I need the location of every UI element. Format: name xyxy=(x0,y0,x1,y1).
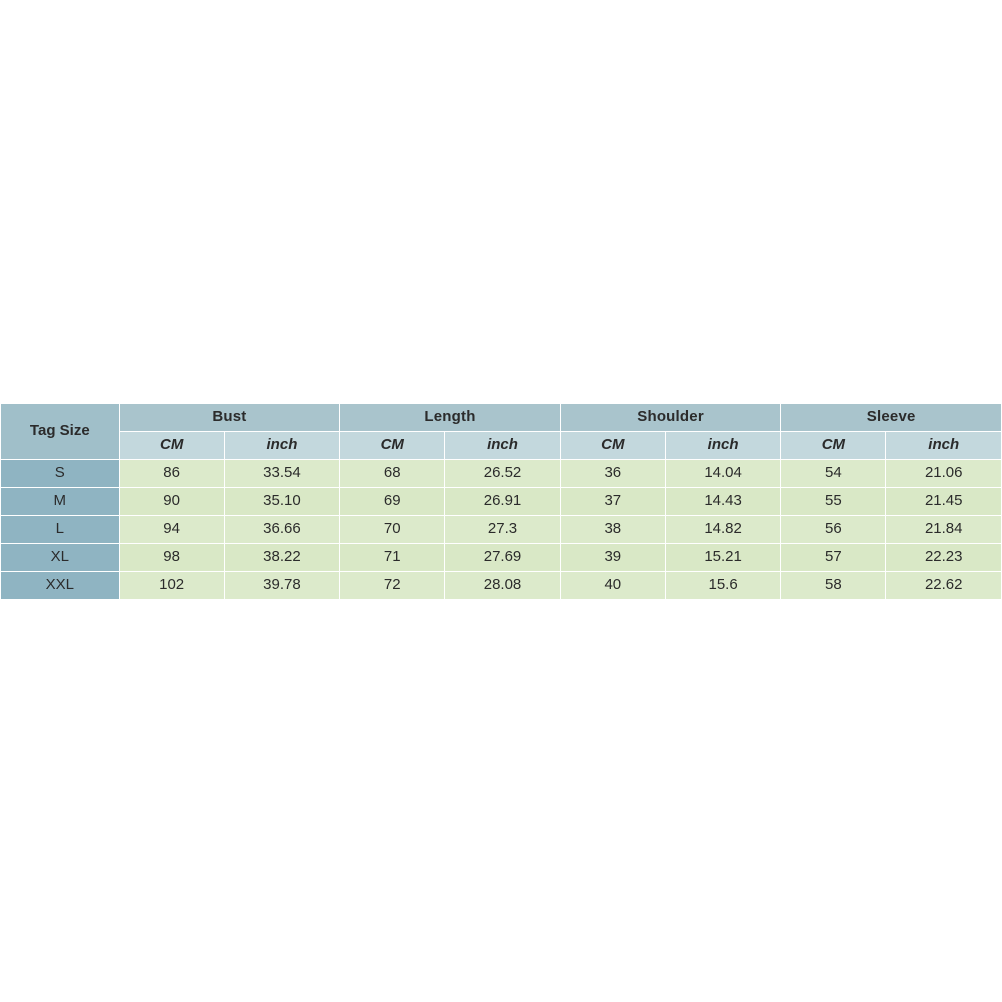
cell-length-cm: 69 xyxy=(340,488,445,516)
cell-sleeve-inch: 21.45 xyxy=(886,488,1002,516)
size-label: L xyxy=(1,516,120,544)
cell-shoulder-cm: 37 xyxy=(560,488,665,516)
size-label: S xyxy=(1,460,120,488)
cell-bust-cm: 98 xyxy=(119,544,224,572)
cell-length-inch: 26.52 xyxy=(445,460,561,488)
cell-shoulder-cm: 39 xyxy=(560,544,665,572)
cell-sleeve-cm: 57 xyxy=(781,544,886,572)
group-header-length: Length xyxy=(340,404,561,432)
unit-header-length-cm: CM xyxy=(340,432,445,460)
table-row xyxy=(1,516,1002,544)
group-header-row xyxy=(1,404,1002,432)
cell-bust-inch: 39.78 xyxy=(224,572,340,600)
cell-shoulder-cm: 36 xyxy=(560,460,665,488)
cell-length-inch: 27.3 xyxy=(445,516,561,544)
cell-length-cm: 68 xyxy=(340,460,445,488)
unit-header-shoulder-inch: inch xyxy=(665,432,781,460)
cell-bust-inch: 33.54 xyxy=(224,460,340,488)
tag-size-header: Tag Size xyxy=(1,404,120,460)
cell-shoulder-inch: 14.04 xyxy=(665,460,781,488)
cell-shoulder-cm: 40 xyxy=(560,572,665,600)
cell-shoulder-inch: 15.6 xyxy=(665,572,781,600)
size-label: XXL xyxy=(1,572,120,600)
table-row xyxy=(1,460,1002,488)
cell-bust-cm: 94 xyxy=(119,516,224,544)
cell-sleeve-cm: 56 xyxy=(781,516,886,544)
cell-bust-inch: 38.22 xyxy=(224,544,340,572)
unit-header-sleeve-inch: inch xyxy=(886,432,1002,460)
group-header-shoulder: Shoulder xyxy=(560,404,781,432)
unit-header-length-inch: inch xyxy=(445,432,561,460)
unit-header-row xyxy=(1,432,1002,460)
cell-length-inch: 27.69 xyxy=(445,544,561,572)
cell-length-cm: 70 xyxy=(340,516,445,544)
cell-length-cm: 71 xyxy=(340,544,445,572)
cell-bust-cm: 86 xyxy=(119,460,224,488)
unit-header-sleeve-cm: CM xyxy=(781,432,886,460)
cell-bust-cm: 90 xyxy=(119,488,224,516)
cell-sleeve-cm: 54 xyxy=(781,460,886,488)
group-header-bust: Bust xyxy=(119,404,340,432)
cell-sleeve-inch: 22.23 xyxy=(886,544,1002,572)
cell-sleeve-inch: 22.62 xyxy=(886,572,1002,600)
size-chart-table xyxy=(0,403,1002,600)
cell-bust-inch: 36.66 xyxy=(224,516,340,544)
group-header-sleeve: Sleeve xyxy=(781,404,1002,432)
cell-shoulder-inch: 14.82 xyxy=(665,516,781,544)
table-row xyxy=(1,572,1002,600)
cell-shoulder-inch: 14.43 xyxy=(665,488,781,516)
size-chart-container xyxy=(0,403,1002,600)
cell-bust-cm: 102 xyxy=(119,572,224,600)
size-label: XL xyxy=(1,544,120,572)
cell-shoulder-cm: 38 xyxy=(560,516,665,544)
cell-sleeve-cm: 58 xyxy=(781,572,886,600)
cell-length-inch: 28.08 xyxy=(445,572,561,600)
cell-length-inch: 26.91 xyxy=(445,488,561,516)
cell-shoulder-inch: 15.21 xyxy=(665,544,781,572)
unit-header-bust-inch: inch xyxy=(224,432,340,460)
size-label: M xyxy=(1,488,120,516)
table-row xyxy=(1,488,1002,516)
table-row xyxy=(1,544,1002,572)
cell-sleeve-cm: 55 xyxy=(781,488,886,516)
cell-sleeve-inch: 21.06 xyxy=(886,460,1002,488)
cell-length-cm: 72 xyxy=(340,572,445,600)
unit-header-bust-cm: CM xyxy=(119,432,224,460)
unit-header-shoulder-cm: CM xyxy=(560,432,665,460)
cell-sleeve-inch: 21.84 xyxy=(886,516,1002,544)
cell-bust-inch: 35.10 xyxy=(224,488,340,516)
